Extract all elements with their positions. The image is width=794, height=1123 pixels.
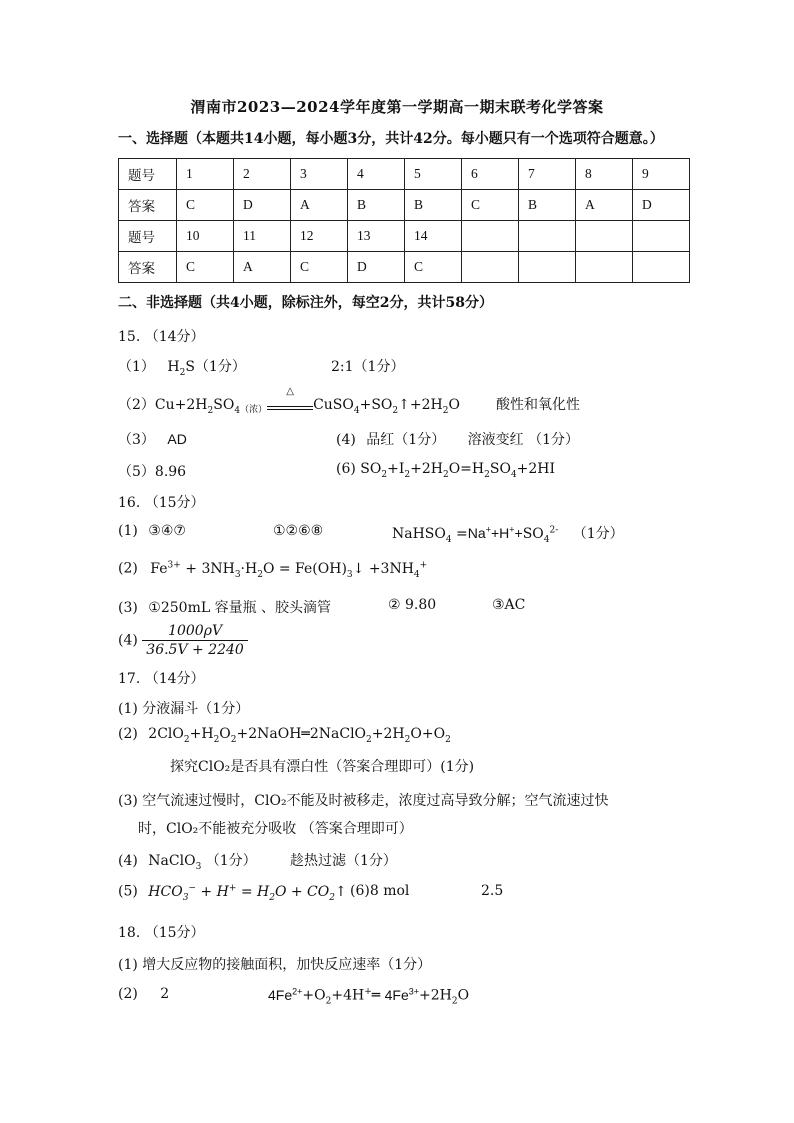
section1-heading: 一、选择题（本题共14小题，每小题3分，共计42分。每小题只有一个选项符合题意。） (118, 131, 664, 147)
answer-table-cell: B (348, 190, 405, 221)
answer-table-cell: A (576, 190, 633, 221)
q15-p3-label: （3） (118, 432, 155, 448)
answer-table-cell: D (348, 252, 405, 283)
answer-table-cell: 11 (234, 221, 291, 252)
q16-p4-numerator: 1000ρV (142, 622, 248, 641)
answer-table-header-cell: 题号 (119, 159, 177, 190)
answer-table-row (119, 221, 690, 252)
answer-table-cell: 5 (405, 159, 462, 190)
q15-p3-answer: AD (167, 431, 187, 447)
q17-part5 (118, 883, 347, 902)
q15-part4 (336, 429, 579, 449)
q18-p2-a: 2 (160, 986, 170, 1002)
answer-table-header-cell: 答案 (119, 190, 177, 221)
q16-part4 (118, 622, 248, 659)
q16-part2 (118, 560, 427, 579)
answer-table-cell (633, 252, 690, 283)
q16-p3-c: ③AC (492, 597, 526, 613)
answer-table-cell: 3 (291, 159, 348, 190)
answer-table (118, 158, 690, 283)
answer-table-cell (576, 252, 633, 283)
q16-p1-c (392, 523, 624, 545)
q15-p1-label: （1） (118, 359, 155, 375)
q17-p2-b: 探究ClO₂是否具有漂白性（答案合理即可）(1分) (170, 759, 475, 775)
q16-p3-b: ② 9.80 (388, 597, 437, 613)
q15-p4-b: 溶液变红 （1分） (467, 432, 580, 448)
answer-table-row (119, 252, 690, 283)
answer-table-cell: C (291, 252, 348, 283)
q17-part6: (6)8 mol (350, 883, 410, 899)
q16-p1-ionization: NaHSO$_4$ $=Na^++H^++SO_4^{2-}$ (392, 524, 559, 545)
answer-table-cell (519, 221, 576, 252)
answer-table-row (119, 190, 690, 221)
q15-part2 (118, 386, 460, 416)
answer-table-row (119, 159, 690, 190)
answer-table-cell: 13 (348, 221, 405, 252)
q15-p4-a: 品红（1分） (366, 432, 446, 448)
q16-p2-label: (2) (118, 560, 138, 577)
q15-p6-equation: $SO_2+I_2+2H_2O=H_2SO_4+2HI$ (360, 461, 556, 480)
q17-p5-equation: $HCO_3^- + H^+ = H_2O$ + $CO_2↑$ (148, 883, 347, 903)
q16-p1-a: ③④⑦ (148, 523, 186, 539)
q18-p2-equation: $4Fe^{2+}+O_2+4H^+═$ $4Fe^{3+}+2H_2O$ (268, 986, 470, 1007)
q17-heading: 17. （14分） (118, 671, 205, 687)
answer-table-cell: A (291, 190, 348, 221)
q15-p2-note: 酸性和氧化性 (496, 397, 580, 413)
answer-table-cell: C (405, 252, 462, 283)
q17-p2-equation: $2ClO_2+H_2O_2+2NaOH═2NaClO_2+2H_2O+O_2$ (148, 726, 451, 745)
answer-table-cell (576, 221, 633, 252)
section2-heading: 二、非选择题（共4小题，除标注外，每空2分，共计58分） (118, 295, 493, 311)
answer-table-cell: D (234, 190, 291, 221)
answer-table-cell (633, 221, 690, 252)
answer-table-cell: 10 (177, 221, 234, 252)
q16-heading: 16. （15分） (118, 495, 205, 511)
q17-p3-line1: (3) 空气流速过慢时，ClO₂不能及时被移走，浓度过高导致分解；空气流速过快 (118, 793, 609, 809)
answer-table-cell: B (519, 190, 576, 221)
q15-heading: 15. （14分） (118, 329, 205, 345)
answer-table-cell: B (405, 190, 462, 221)
q15-p2-cond: （浓） (240, 405, 268, 415)
q15-p2-equation: $Cu+2H_2SO_{4(浓)}$ △ $CuSO_4+SO_2↑+2H_2O$ (154, 386, 460, 416)
q16-p4-label: (4) (118, 632, 138, 649)
q15-part1 (118, 356, 246, 378)
q17-p4-score: （1分） (205, 853, 257, 869)
q18-heading: 18. （15分） (118, 925, 205, 941)
q17-p5-label: (5) (118, 883, 138, 900)
answer-table-cell: C (462, 190, 519, 221)
answer-table-cell: 14 (405, 221, 462, 252)
answer-table-cell: 9 (633, 159, 690, 190)
heating-equals-sign (267, 386, 313, 410)
q15-p1-ratio: 2:1（1分） (331, 359, 405, 375)
q16-p4-denominator: 36.5V + 2240 (146, 642, 244, 658)
q15-p1-sub: 2 (179, 367, 186, 378)
q16-part1 (118, 523, 186, 539)
q17-part1: (1) 分液漏斗（1分） (118, 701, 250, 717)
q15-part5: （5）8.96 (118, 464, 187, 480)
q17-p2-label: (2) (118, 726, 138, 742)
answer-table-cell (462, 221, 519, 252)
q16-p4-fraction (142, 622, 248, 659)
answer-table-cell: C (177, 190, 234, 221)
answer-table-cell: 8 (576, 159, 633, 190)
page-title: 渭南市2023—2024学年度第一学期高一期末联考化学答案 (190, 98, 604, 116)
q16-p1-label: (1) (118, 523, 138, 539)
answer-table-cell: 12 (291, 221, 348, 252)
q16-p2-equation: $Fe^{3+} + 3NH_3\cdot H_2O$ = $Fe(OH)_3↓ +3NH_4^+$ (150, 560, 428, 580)
q16-p3-label: (3) (118, 600, 138, 616)
q17-part2 (118, 726, 451, 745)
answer-table-header-cell: 题号 (119, 221, 177, 252)
q16-p1-score: （1分） (572, 526, 624, 542)
q18-part1: (1) 增大反应物的接触面积，加快反应速率（1分） (118, 957, 432, 973)
q15-p1-tail: S（1分） (185, 359, 246, 375)
answer-table-cell: C (177, 252, 234, 283)
q17-p4-formula: NaClO$_3$ (148, 853, 202, 872)
q17-p4-b: 趁热过滤（1分） (290, 853, 397, 869)
q15-part6 (336, 461, 555, 480)
q15-p4-label: (4) (336, 432, 356, 448)
answer-table-cell (519, 252, 576, 283)
answer-table-cell: 1 (177, 159, 234, 190)
q15-p1-formula (167, 359, 246, 378)
answer-table-cell: D (633, 190, 690, 221)
answer-table-cell: 6 (462, 159, 519, 190)
q16-part3 (118, 597, 331, 617)
heat-triangle-icon: △ (286, 386, 294, 397)
q15-p2-label: （2） (118, 397, 155, 413)
q17-part4 (118, 850, 257, 872)
q17-p3-line2: 时，ClO₂不能被充分吸收 （答案合理即可） (138, 821, 413, 837)
q15-part3 (118, 429, 187, 449)
answer-table-cell: 2 (234, 159, 291, 190)
answer-table-cell: A (234, 252, 291, 283)
answer-table-cell (462, 252, 519, 283)
q15-p6-label: (6) (336, 461, 356, 477)
q15-p1-h: H (167, 359, 180, 375)
q17-p4-label: (4) (118, 853, 138, 869)
answer-table-cell: 7 (519, 159, 576, 190)
q18-p2-label: (2) (118, 986, 138, 1002)
q16-p1-b: ①②⑥⑧ (273, 523, 324, 539)
answer-table-header-cell: 答案 (119, 252, 177, 283)
q16-p3-a: ①250mL 容量瓶 、胶头滴管 (148, 600, 332, 616)
q18-part2 (118, 986, 169, 1002)
answer-table-cell: 4 (348, 159, 405, 190)
q17-p6-b: 2.5 (481, 883, 504, 899)
